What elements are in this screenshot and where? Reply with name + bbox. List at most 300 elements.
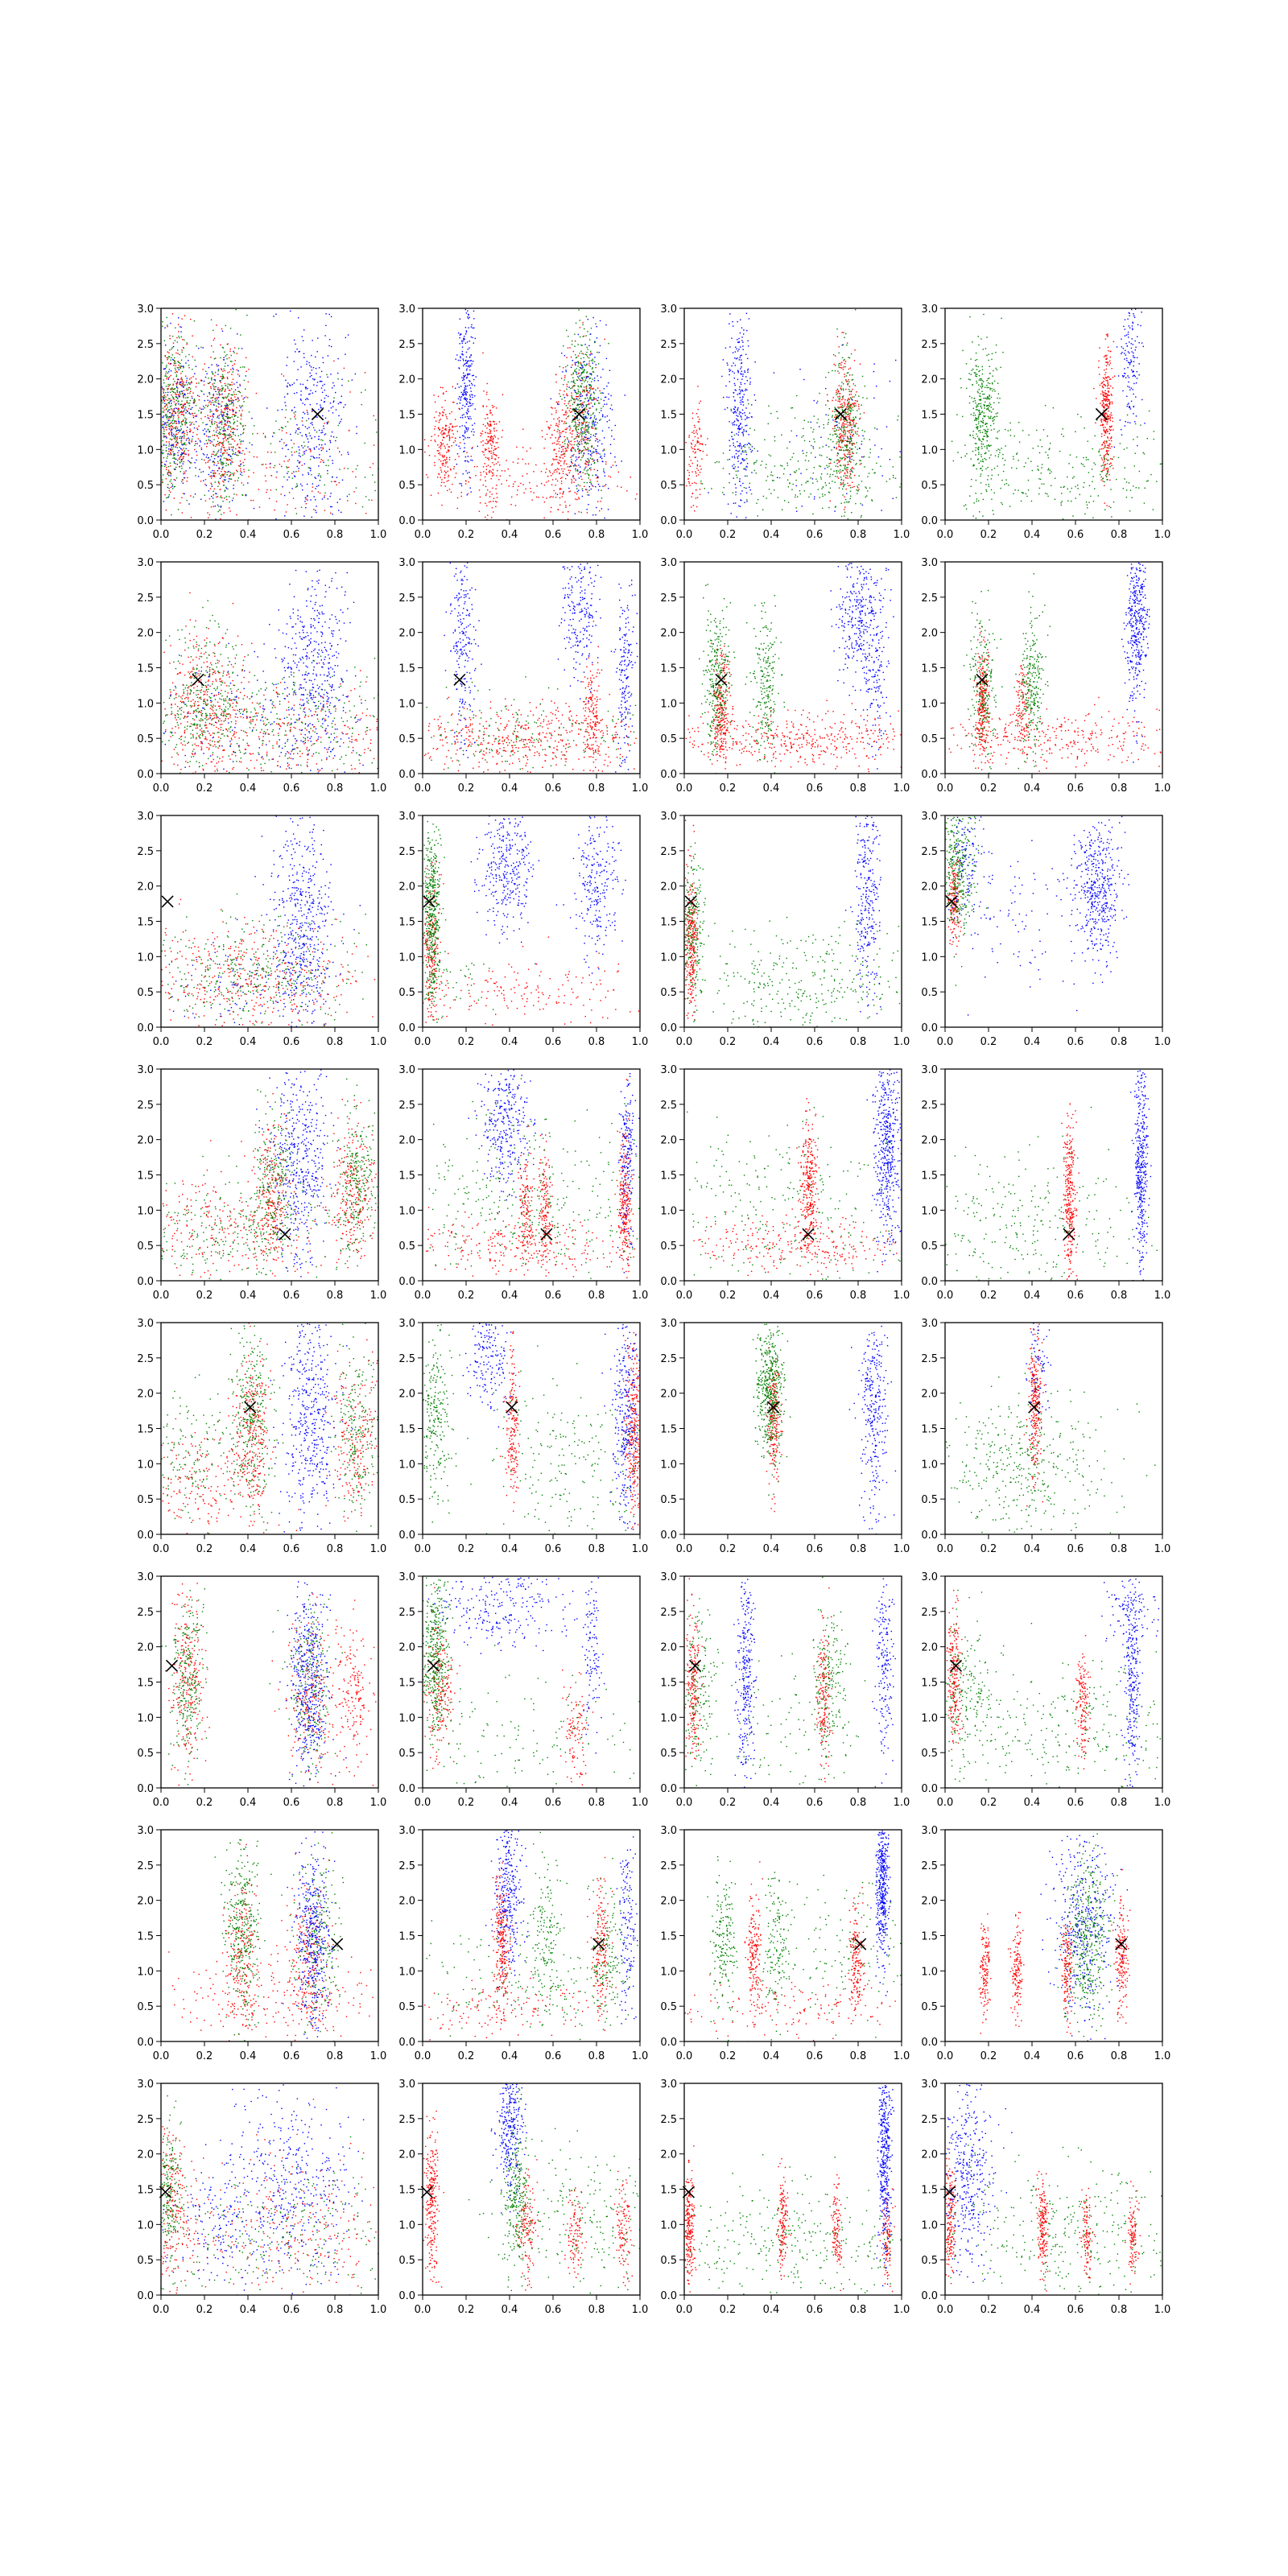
scatter-point: [835, 421, 836, 422]
scatter-point: [189, 384, 190, 385]
scatter-point: [181, 468, 182, 469]
scatter-point: [222, 454, 223, 455]
scatter-point: [163, 401, 164, 402]
scatter-point: [852, 417, 853, 418]
scatter-point: [316, 385, 317, 386]
scatter-point: [588, 363, 589, 364]
scatter-point: [162, 386, 163, 387]
scatter-point: [185, 420, 186, 421]
scatter-point: [583, 455, 584, 456]
scatter-point: [253, 500, 254, 501]
scatter-point: [243, 428, 244, 429]
scatter-point: [305, 497, 306, 498]
scatter-point: [175, 467, 176, 468]
scatter-point: [583, 472, 584, 473]
scatter-point: [191, 517, 192, 518]
scatter-point: [489, 491, 490, 492]
scatter-point: [575, 421, 576, 422]
scatter-point: [243, 465, 244, 466]
scatter-point: [846, 447, 847, 448]
scatter-point: [500, 476, 501, 477]
scatter-point: [219, 389, 220, 390]
scatter-point: [589, 397, 590, 398]
scatter-point: [184, 385, 185, 386]
scatter-point: [567, 427, 568, 428]
scatter-point: [768, 406, 769, 407]
scatter-point: [451, 492, 452, 493]
scatter-point: [854, 406, 855, 407]
x-tick-label: 0.4: [502, 529, 518, 541]
scatter-point: [247, 397, 248, 398]
scatter-point: [168, 448, 169, 449]
scatter-point: [603, 406, 604, 407]
scatter-point: [763, 496, 764, 497]
scatter-point: [839, 434, 840, 435]
scatter-point: [554, 443, 555, 444]
scatter-point: [177, 349, 178, 350]
scatter-point: [319, 454, 320, 455]
scatter-point: [440, 467, 441, 468]
scatter-point: [787, 480, 788, 481]
scatter-point: [723, 468, 724, 469]
scatter-point: [292, 477, 293, 478]
scatter-point: [251, 418, 252, 419]
scatter-point: [472, 447, 473, 448]
scatter-point: [212, 441, 213, 442]
scatter-point: [231, 479, 232, 480]
scatter-point: [850, 439, 851, 440]
scatter-point: [231, 400, 232, 401]
scatter-point: [557, 404, 558, 405]
scatter-point: [838, 471, 839, 472]
scatter-point: [344, 368, 345, 369]
scatter-point: [858, 396, 859, 397]
scatter-point: [490, 501, 491, 502]
scatter-point: [307, 380, 308, 381]
scatter-point: [172, 411, 173, 412]
scatter-point: [181, 401, 182, 402]
scatter-point: [467, 341, 468, 342]
scatter-point: [284, 495, 285, 496]
scatter-point: [464, 364, 465, 365]
scatter-point: [494, 446, 495, 447]
scatter-point: [223, 474, 224, 475]
scatter-point: [187, 384, 188, 385]
scatter-point: [181, 360, 182, 361]
scatter-point: [832, 428, 833, 429]
scatter-point: [322, 498, 323, 499]
scatter-point: [224, 408, 225, 409]
scatter-point: [575, 449, 576, 450]
scatter-point: [224, 457, 225, 458]
scatter-point: [222, 411, 223, 412]
scatter-point: [570, 412, 571, 413]
scatter-point: [841, 430, 842, 431]
scatter-point: [240, 460, 241, 461]
scatter-point: [444, 400, 445, 401]
scatter-point: [893, 475, 894, 476]
scatter-point: [163, 424, 164, 425]
scatter-point: [834, 481, 835, 482]
scatter-point: [852, 443, 853, 444]
scatter-point: [697, 464, 698, 465]
scatter-point: [302, 464, 303, 465]
scatter-point: [700, 436, 701, 437]
scatter-point: [341, 379, 342, 380]
scatter-point: [173, 378, 174, 379]
scatter-point: [580, 400, 581, 401]
scatter-point: [601, 497, 602, 498]
scatter-point: [448, 475, 449, 476]
scatter-point: [294, 407, 295, 408]
scatter-point: [243, 469, 244, 470]
scatter-point: [457, 453, 458, 454]
scatter-point: [219, 442, 220, 443]
scatter-point: [517, 489, 518, 490]
scatter-point: [570, 408, 571, 409]
scatter-point: [850, 496, 851, 497]
scatter-point: [579, 422, 580, 423]
scatter-point: [488, 424, 489, 425]
scatter-point: [840, 387, 841, 388]
scatter-point: [286, 511, 287, 512]
scatter-point: [467, 413, 468, 414]
scatter-point: [850, 437, 851, 438]
scatter-point: [692, 463, 693, 464]
scatter-point: [234, 429, 235, 430]
scatter-point: [588, 357, 589, 358]
scatter-point: [576, 488, 577, 489]
scatter-point: [234, 422, 235, 423]
scatter-point: [836, 328, 837, 329]
scatter-point: [847, 404, 848, 405]
y-tick-label: 1.5: [137, 410, 154, 422]
scatter-point: [574, 411, 575, 412]
scatter-point: [472, 394, 473, 395]
scatter-point: [697, 442, 698, 443]
scatter-point: [846, 381, 847, 382]
scatter-point: [188, 382, 189, 383]
scatter-point: [275, 421, 276, 422]
scatter-point: [287, 421, 288, 422]
scatter-point: [162, 482, 163, 483]
scatter-point: [210, 386, 211, 387]
scatter-point: [217, 486, 218, 487]
scatter-point: [835, 476, 836, 477]
scatter-point: [850, 411, 851, 412]
scatter-point: [536, 485, 537, 486]
scatter-point: [231, 447, 232, 448]
scatter-point: [308, 441, 309, 442]
scatter-point: [848, 406, 849, 407]
scatter-point: [327, 473, 328, 474]
scatter-point: [489, 440, 490, 441]
scatter-point: [291, 447, 292, 448]
scatter-point: [576, 417, 577, 418]
scatter-point: [587, 429, 588, 430]
scatter-point: [555, 479, 556, 480]
scatter-point: [612, 409, 613, 410]
scatter-point: [574, 334, 575, 335]
scatter-point: [442, 430, 443, 431]
scatter-point: [562, 493, 563, 494]
scatter-point: [839, 462, 840, 463]
scatter-point: [223, 357, 224, 358]
scatter-point: [566, 389, 567, 390]
scatter-point: [516, 447, 517, 448]
scatter-point: [177, 436, 178, 437]
scatter-point: [187, 434, 188, 435]
scatter-point: [573, 426, 574, 427]
scatter-point: [462, 380, 463, 381]
scatter-point: [832, 474, 833, 475]
scatter-point: [299, 432, 300, 433]
scatter-point: [832, 441, 833, 442]
scatter-point: [213, 340, 214, 341]
scatter-point: [438, 450, 439, 451]
scatter-point: [849, 374, 850, 375]
scatter-point: [571, 482, 572, 483]
scatter-point: [182, 421, 183, 422]
scatter-point: [205, 501, 206, 502]
scatter-point: [568, 442, 569, 443]
scatter-point: [190, 425, 191, 426]
scatter-point: [174, 363, 175, 364]
scatter-point: [371, 500, 372, 501]
scatter-point: [282, 486, 283, 487]
scatter-point: [492, 476, 493, 477]
scatter-point: [218, 391, 219, 392]
scatter-point: [470, 355, 471, 356]
scatter-point: [491, 445, 492, 446]
scatter-point: [495, 455, 496, 456]
scatter-point: [570, 405, 571, 406]
scatter-point: [330, 440, 331, 441]
scatter-point: [182, 408, 183, 409]
scatter-point: [698, 438, 699, 439]
scatter-point: [836, 455, 837, 456]
scatter-point: [470, 488, 471, 489]
scatter-point: [596, 449, 597, 450]
scatter-point: [321, 430, 322, 431]
scatter-point: [313, 367, 314, 368]
scatter-point: [451, 445, 452, 446]
scatter-point: [490, 421, 491, 422]
scatter-point: [583, 379, 584, 380]
scatter-point: [217, 415, 218, 416]
scatter-point: [306, 420, 307, 421]
scatter-point: [567, 447, 568, 448]
scatter-point: [168, 451, 169, 452]
scatter-point: [283, 460, 284, 461]
scatter-point: [443, 427, 444, 428]
scatter-point: [492, 405, 493, 406]
scatter-point: [491, 478, 492, 479]
scatter-point: [177, 452, 178, 453]
scatter-point: [209, 476, 210, 477]
scatter-point: [229, 400, 230, 401]
scatter-point: [579, 449, 580, 450]
scatter-point: [353, 491, 354, 492]
scatter-point: [588, 489, 589, 490]
scatter-point: [849, 386, 850, 387]
scatter-point: [475, 409, 476, 410]
scatter-point: [846, 469, 847, 470]
scatter-point: [846, 419, 847, 420]
scatter-point: [306, 436, 307, 437]
scatter-point: [839, 385, 840, 386]
scatter-point: [491, 517, 492, 518]
scatter-point: [585, 434, 586, 435]
scatter-point: [445, 462, 446, 463]
scatter-point: [700, 483, 701, 484]
scatter-point: [180, 404, 181, 405]
scatter-point: [592, 475, 593, 476]
scatter-point: [555, 437, 556, 438]
scatter-point: [304, 453, 305, 454]
scatter-point: [719, 461, 720, 462]
scatter-point: [341, 454, 342, 455]
scatter-point: [567, 475, 568, 476]
scatter-point: [563, 384, 564, 385]
scatter-point: [825, 482, 826, 483]
scatter-point: [163, 436, 164, 437]
scatter-point: [558, 401, 559, 402]
scatter-point: [564, 453, 565, 454]
scatter-point: [173, 455, 174, 456]
scatter-point: [230, 462, 231, 463]
scatter-point: [213, 379, 214, 380]
scatter-point: [296, 451, 297, 452]
scatter-point: [466, 429, 467, 430]
scatter-point: [856, 452, 857, 453]
scatter-point: [566, 474, 567, 475]
scatter-point: [194, 449, 195, 450]
scatter-point: [594, 380, 595, 381]
scatter-point: [297, 460, 298, 461]
scatter-point: [463, 360, 464, 361]
scatter-point: [589, 378, 590, 379]
scatter-point: [222, 467, 223, 468]
scatter-point: [806, 482, 807, 483]
scatter-point: [841, 479, 842, 480]
scatter-point: [573, 465, 574, 466]
scatter-point: [298, 470, 299, 471]
scatter-point: [227, 474, 228, 475]
scatter-point: [170, 406, 171, 407]
scatter-point: [221, 422, 222, 423]
scatter-point: [571, 367, 572, 368]
scatter-point: [845, 389, 846, 390]
scatter-point: [703, 451, 704, 452]
scatter-point: [172, 385, 173, 386]
scatter-point: [233, 493, 234, 494]
scatter-point: [365, 513, 366, 514]
scatter-point: [583, 438, 584, 439]
scatter-point: [204, 363, 205, 364]
scatter-point: [240, 441, 241, 442]
scatter-point: [582, 404, 583, 405]
scatter-point: [325, 325, 326, 326]
scatter-point: [601, 508, 602, 509]
scatter-point: [568, 401, 569, 402]
scatter-point: [456, 354, 457, 355]
scatter-point: [839, 488, 840, 489]
scatter-point: [857, 449, 858, 450]
scatter-point: [587, 443, 588, 444]
scatter-point: [220, 442, 221, 443]
scatter-point: [582, 490, 583, 491]
scatter-point: [232, 432, 233, 433]
scatter-point: [833, 354, 834, 355]
scatter-point: [839, 399, 840, 400]
scatter-point: [285, 417, 286, 418]
scatter-point: [446, 463, 447, 464]
scatter-point: [592, 317, 593, 318]
scatter-point: [795, 494, 796, 495]
scatter-point: [186, 454, 187, 455]
scatter-point: [223, 376, 224, 377]
scatter-point: [580, 380, 581, 381]
scatter-point: [466, 312, 467, 313]
scatter-point: [188, 440, 189, 441]
scatter-point: [195, 475, 196, 476]
scatter-point: [475, 475, 476, 476]
scatter-point: [834, 417, 835, 418]
scatter-point: [179, 413, 180, 414]
scatter-point: [494, 459, 495, 460]
scatter-point: [323, 447, 324, 448]
scatter-point: [562, 446, 563, 447]
scatter-point: [858, 406, 859, 407]
scatter-point: [462, 343, 463, 344]
scatter-point: [564, 440, 565, 441]
scatter-point: [313, 509, 314, 510]
scatter-point: [468, 461, 469, 462]
scatter-point: [349, 391, 350, 392]
scatter-point: [227, 395, 228, 396]
scatter-point: [189, 461, 190, 462]
scatter-point: [852, 410, 853, 411]
scatter-point: [850, 424, 851, 425]
scatter-point: [847, 383, 848, 384]
scatter-point: [174, 461, 175, 462]
scatter-point: [554, 472, 555, 473]
scatter-point: [239, 384, 240, 385]
scatter-point: [239, 375, 240, 376]
scatter-point: [190, 430, 191, 431]
scatter-point: [206, 446, 207, 447]
scatter-point: [181, 318, 182, 319]
scatter-point: [232, 414, 233, 415]
scatter-point: [183, 444, 184, 445]
scatter-point: [294, 412, 295, 413]
scatter-point: [689, 435, 690, 436]
scatter-point: [324, 335, 325, 336]
scatter-point: [443, 412, 444, 413]
scatter-point: [849, 441, 850, 442]
scatter-point: [557, 429, 558, 430]
scatter-point: [437, 444, 438, 445]
scatter-point: [594, 463, 595, 464]
scatter-point: [210, 440, 211, 441]
scatter-point: [327, 423, 328, 424]
scatter-point: [847, 449, 848, 450]
scatter-point: [560, 432, 561, 433]
scatter-point: [694, 425, 695, 426]
scatter-point: [840, 449, 841, 450]
scatter-point: [575, 465, 576, 466]
